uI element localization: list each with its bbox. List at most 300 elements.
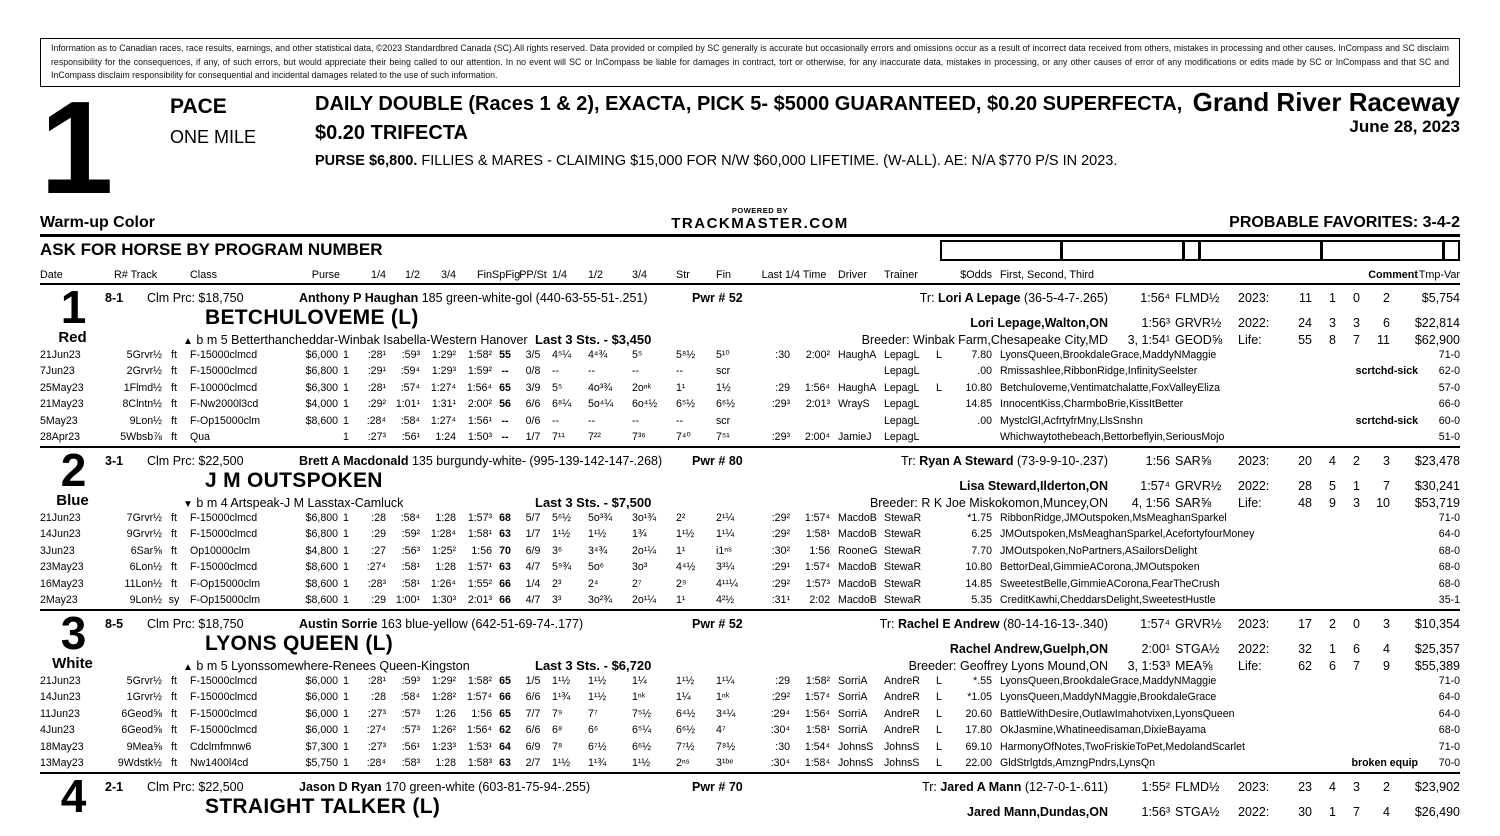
col-finish: Fin (716, 268, 731, 281)
stat-time: 1:56³ (1141, 804, 1170, 819)
stat-n1: 11 (1299, 290, 1312, 305)
pp-drv: HaughA (838, 381, 877, 394)
pp-purse: $8,600 (305, 577, 338, 590)
pp-trn: AndreR (884, 691, 920, 704)
pp-fst: HarmonyOfNotes,TwoFriskieToPet,MedolandScarlet (1000, 740, 1245, 753)
pp-c1: 7⁸ (552, 740, 563, 753)
col-purse: Purse (311, 268, 340, 281)
pp-cfin: 3¹ᵇᵉ (716, 757, 734, 770)
pp-c3: 6⁶½ (632, 740, 652, 753)
pp-cstr: 6⁴½ (676, 707, 696, 720)
horse-entry (40, 769, 1460, 836)
driver-stats: 163 blue-yellow (642-51-69-74-.177) (377, 616, 584, 631)
pp-q1: :28⁴ (366, 757, 386, 770)
breeder-name: Breeder: Winbak Farm,Chesapeake City,MD (861, 332, 1108, 347)
pp-drv: JohnsS (838, 740, 874, 753)
pp-race: 5Wbsb⅞ (120, 431, 162, 444)
driver-info (299, 454, 692, 468)
pp-tmpvar: 66-0 (1438, 398, 1460, 411)
pp-ppst: 3/5 (525, 348, 541, 361)
pp-ltime: 1:56⁴ (804, 381, 830, 394)
owner-name: Lisa Steward,Ilderton,ON (959, 478, 1108, 493)
trainer-stats: (80-14-16-13-.340) (999, 616, 1108, 631)
pp-tmpvar: 62-0 (1438, 365, 1460, 378)
owner-name: Lori Lepage,Walton,ON (970, 315, 1108, 330)
probable-favorites: PROBABLE FAVORITES: 3-4-2 (1229, 213, 1460, 231)
stat-n2: 1 (1329, 641, 1336, 656)
stat-year: 2022: (1238, 315, 1270, 330)
disclaimer-text: Information as to Canadian races, race results, earnings, and other statistical data, ©2023 Standardbred Canada (SC).All rights reserved. Data provided or compiled by SC generally is accurate but occasionally errors and omissions occur as a result of incorrect data received from others, mistakes in processing and other causes. InCompass and SC disclaim responsibility for the consequences, if any, of such errors, but would appreciate their being called to our attention. In no event will SC or InCompass be liable for damages in contract, tort or otherwise, for any inaccurate data, mistakes in processing, or any other causes of error of any modifications or edits made by SC or InCompass and that SC and InCompass disclaim responsibility for consequential and incidental damages related to the use of such information. (40, 38, 1460, 87)
pp-dist: 1 (343, 431, 349, 444)
past-performance-lines (40, 347, 1460, 446)
pp-q3: 1:31¹ (431, 398, 456, 411)
pp-cstr: 1¼ (676, 691, 691, 704)
pp-med: L (936, 691, 942, 704)
pp-med (932, 510, 948, 527)
pp-dist: 1 (343, 528, 349, 541)
pp-c1: 2³ (552, 577, 562, 590)
pp-fst: OkJasmine,Whatineedisaman,DixieBayama (1000, 724, 1207, 737)
warmup-color-label: Warm-up Color (40, 213, 155, 231)
pp-tmpvar: 70-0 (1438, 757, 1460, 770)
pp-drv: MacdoB (838, 528, 877, 541)
pp-cfin: scr (716, 414, 731, 427)
pp-fst: LyonsQueen,BrookdaleGrace,MaddyNMaggie (1000, 674, 1217, 687)
pp-line (40, 592, 1460, 609)
pp-klass: F-Nw2000l3cd (190, 398, 259, 411)
pp-odds: .00 (977, 365, 992, 378)
stat-n2: 3 (1329, 315, 1336, 330)
pp-ppst: 7/7 (525, 707, 541, 720)
pp-lq: :29⁴ (770, 707, 790, 720)
pp-comment (1318, 673, 1418, 690)
stats-row-2023 (1108, 447, 1460, 468)
pp-ppst: 3/9 (525, 381, 541, 394)
stat-n2: 1 (1329, 290, 1336, 305)
pp-cfin: 4¹¹¼ (716, 577, 738, 590)
pp-cstr: 2⁹ (676, 577, 687, 590)
pp-fint: 1:57¹ (467, 561, 492, 574)
pp-odds: *1.75 (967, 511, 992, 524)
pp-med: L (936, 724, 942, 737)
pp-lq: :29³ (771, 431, 790, 444)
pp-q3: 1:28 (435, 561, 456, 574)
pp-lq: :29² (771, 511, 790, 524)
past-performance-lines (40, 510, 1460, 609)
past-performance-lines (40, 673, 1460, 772)
pp-q3: 1:26 (435, 707, 456, 720)
trainer-stats: (12-7-0-1-.611) (1021, 779, 1108, 794)
pp-med: L (936, 674, 942, 687)
pp-comment: scrtchd-sick (1355, 365, 1418, 378)
pp-line (40, 689, 1460, 706)
pp-fint: 1:58² (467, 348, 492, 361)
stats-row-life (1108, 652, 1460, 673)
stat-time: 3, 1:53³ (1127, 658, 1170, 673)
pp-purse: $6,300 (305, 381, 338, 394)
pp-q2: :57⁴ (400, 381, 420, 394)
pp-date: 18May23 (40, 740, 84, 753)
stat-time: 1:56³ (1141, 315, 1170, 330)
pp-c1: 3³ (552, 594, 562, 607)
stat-time: 1:56 (1145, 453, 1170, 468)
pp-q2: :56¹ (401, 740, 420, 753)
pp-c2: -- (588, 365, 596, 378)
pp-fst: JMOutspoken,NoPartners,ASailorsDelight (1000, 544, 1198, 557)
pp-spfig: 66 (499, 577, 511, 590)
pp-q3: 1:25² (431, 544, 456, 557)
trainer-name: Rachel E Andrew (897, 616, 1000, 631)
pp-c1: 5⁵ (552, 381, 563, 394)
pp-drv: HaughA (838, 348, 877, 361)
pp-odds: 5.35 (971, 594, 992, 607)
pp-ppst: 6/9 (525, 740, 541, 753)
pp-tmpvar: 57-0 (1438, 381, 1460, 394)
pp-q1: :28³ (367, 577, 386, 590)
pp-c3: -- (632, 365, 640, 378)
col-spfig: SpFig (492, 268, 521, 281)
stat-year: 2023: (1238, 453, 1270, 468)
pp-c3: -- (632, 414, 640, 427)
owner-name: Jared Mann,Dundas,ON (967, 804, 1108, 819)
pp-odds: *1.05 (967, 691, 992, 704)
last-3-starts-earnings: Last 3 Sts. - $7,500 (535, 494, 652, 510)
col-fin-time: Fin (477, 268, 492, 281)
pp-cfin: 1¹¼ (716, 674, 735, 687)
stat-track: GRVR½ (1175, 315, 1222, 330)
pp-spfig: 70 (499, 544, 511, 557)
pp-comment (1318, 526, 1418, 543)
pp-dist: 1 (343, 740, 349, 753)
pp-ltime: 1:58¹ (805, 528, 830, 541)
pp-purse: $8,600 (305, 414, 338, 427)
pp-q2: 1:00¹ (395, 594, 420, 607)
pp-cfin: 4²½ (716, 594, 735, 607)
stat-year: 2023: (1238, 779, 1270, 794)
pp-dist: 1 (343, 724, 349, 737)
pp-trn: AndreR (884, 674, 920, 687)
pp-c3: 5⁵ (632, 348, 643, 361)
pp-cond: ft (171, 365, 177, 378)
pp-purse: $6,000 (305, 724, 338, 737)
pp-cstr: 1¹ (676, 381, 686, 394)
pp-q2: :57³ (401, 724, 420, 737)
pp-line (40, 363, 1460, 380)
pp-q1: :28¹ (367, 674, 386, 687)
pp-cfin: 7⁸½ (716, 740, 736, 753)
pp-c2: 2⁴ (588, 577, 599, 590)
stat-track: FLMD½ (1175, 290, 1220, 305)
pp-dist: 1 (343, 757, 349, 770)
pp-med: L (936, 707, 942, 720)
pp-race: 9Grvr½ (126, 528, 162, 541)
pp-c2: 7⁷ (588, 707, 598, 720)
pp-drv: SorriA (838, 707, 868, 720)
owner-name: Rachel Andrew,Guelph,ON (949, 641, 1108, 656)
trainer-name: Lori A Lepage (938, 290, 1021, 305)
pp-fint: 1:59² (467, 365, 492, 378)
pp-drv: MacdoB (838, 594, 877, 607)
ask-for-horse-label: ASK FOR HORSE BY PROGRAM NUMBER (40, 240, 383, 260)
pp-comment (1318, 739, 1418, 756)
stat-n3: 3 (1353, 779, 1360, 794)
pp-spfig: 65 (499, 707, 511, 720)
trainer-name: Jared A Mann (940, 779, 1022, 794)
trainer-stats: (73-9-9-10-.237) (1013, 453, 1108, 468)
stat-earn: $5,754 (1421, 290, 1460, 305)
pp-drv: MacdoB (838, 561, 877, 574)
morning-line-odds: 3-1 (105, 453, 124, 468)
pp-cfin: 4⁷ (716, 724, 726, 737)
pp-race: 6Sar⅝ (130, 544, 162, 557)
entry-box (1200, 240, 1322, 261)
pp-lq (758, 363, 790, 380)
trackmaster-logo: TRACKMASTER.COM (671, 214, 849, 232)
stats-row-2023 (1108, 284, 1460, 305)
pp-c2: 4⁴¾ (588, 348, 608, 361)
pp-tmpvar: 68-0 (1438, 561, 1460, 574)
stat-time: 1:57⁴ (1140, 616, 1170, 631)
last-3-starts-earnings: Last 3 Sts. - $3,450 (535, 331, 652, 347)
horse-name: J M OUTSPOKEN (205, 468, 383, 492)
pp-klass: F-15000clmcd (190, 365, 258, 378)
pp-c3: 1¼ (632, 674, 647, 687)
stat-n4: 4 (1383, 804, 1390, 819)
trainer-info (778, 617, 1108, 631)
pp-cstr: 6⁵½ (676, 398, 696, 411)
pp-c3: 7³⁶ (632, 431, 646, 444)
pp-drv: JamieJ (838, 431, 872, 444)
pp-klass: Cdclmfmnw6 (190, 740, 252, 753)
pp-ltime: 1:58⁴ (804, 757, 830, 770)
pp-cstr: 1¹ (676, 594, 686, 607)
program-number: 4 (60, 769, 85, 822)
pp-tmpvar: 64-0 (1438, 707, 1460, 720)
pp-q1: :28⁴ (366, 414, 386, 427)
pp-drv: JohnsS (838, 757, 874, 770)
pp-q3: 1:29² (431, 348, 456, 361)
pp-fint: 1:55² (467, 577, 492, 590)
pp-comment (1318, 722, 1418, 739)
stat-earn: $25,357 (1414, 641, 1460, 656)
pp-lq: :29³ (771, 398, 790, 411)
pp-line (40, 380, 1460, 397)
pp-c1: 1¹½ (552, 757, 571, 770)
pp-q3: 1:30³ (431, 594, 456, 607)
pp-line (40, 739, 1460, 756)
pp-klass: F-Op15000clm (190, 594, 261, 607)
pp-trn: LepagL (884, 414, 920, 427)
trainer-label: Tr: (919, 290, 939, 305)
powered-by-label: POWERED BY (731, 205, 789, 215)
stat-earn: $22,814 (1414, 315, 1460, 330)
pp-comment (1318, 592, 1418, 609)
pp-cond: ft (171, 691, 177, 704)
pp-klass: F-10000clmcd (190, 381, 258, 394)
pp-trn: LepagL (884, 381, 920, 394)
pp-dist: 1 (343, 594, 349, 607)
pp-spfig: 66 (499, 594, 511, 607)
entry-box (1062, 240, 1184, 261)
col-class: Class (190, 268, 217, 281)
pp-fst: Rmissashlee,RibbonRidge,InfinitySeelster (1000, 365, 1198, 378)
pp-c2: -- (588, 414, 596, 427)
pp-cstr: 2ⁿˢ (676, 757, 690, 770)
pp-klass: F-15000clmcd (190, 528, 258, 541)
pp-q1: :29 (371, 528, 386, 541)
pp-date: 21Jun23 (40, 674, 81, 687)
pp-purse: $8,600 (305, 594, 338, 607)
stat-time: 1:56⁴ (1140, 290, 1170, 305)
col-driver: Driver (838, 268, 867, 281)
pp-trn: LepagL (884, 348, 920, 361)
stat-time: 1:55² (1141, 779, 1170, 794)
stat-n2: 9 (1329, 495, 1336, 510)
pp-lq: :29² (771, 528, 790, 541)
pp-cstr: 4⁴½ (676, 561, 696, 574)
pp-klass: F-15000clmcd (190, 674, 258, 687)
pp-drv: WrayS (838, 398, 870, 411)
pp-tmpvar: 68-0 (1438, 577, 1460, 590)
pp-date: 25May23 (40, 381, 84, 394)
purse-amount: PURSE $6,800. (315, 152, 418, 169)
pp-date: 16May23 (40, 577, 84, 590)
breeder-name: Breeder: R K Joe Miskokomon,Muncey,ON (869, 495, 1108, 510)
pp-tmpvar: 35-1 (1438, 594, 1460, 607)
pp-cstr: 7⁴⁰ (676, 431, 691, 444)
saddle-color: Red (58, 329, 87, 347)
pp-date: 21Jun23 (40, 348, 81, 361)
pp-klass: F-15000clmcd (190, 348, 258, 361)
pp-cfin: 6⁶½ (716, 398, 736, 411)
pp-dist: 1 (343, 561, 349, 574)
pp-q3: 1:29³ (431, 365, 456, 378)
pp-q1: :28 (371, 691, 386, 704)
pp-tmpvar: 68-0 (1438, 724, 1460, 737)
pp-purse: $6,800 (305, 365, 338, 378)
stat-track: GRVR½ (1175, 616, 1222, 631)
pp-c2: 4o³¾ (588, 381, 613, 394)
trend-arrow-icon: ▼ (183, 498, 193, 510)
pp-date: 3Jun23 (40, 544, 75, 557)
driver-stats: 170 green-white (603-81-75-94-.255) (381, 779, 591, 794)
pp-race: 11Lon½ (124, 577, 162, 590)
pp-line (40, 526, 1460, 543)
pp-fst: Whichwaytothebeach,Bettorbeflyin,SeriousMojo (1000, 431, 1225, 444)
stat-n1: 23 (1298, 779, 1312, 794)
pp-line (40, 429, 1460, 446)
pp-ppst: 4/7 (525, 561, 541, 574)
pp-med: L (936, 348, 942, 361)
pp-ltime: 1:58² (805, 674, 830, 687)
stat-n3: 6 (1353, 641, 1360, 656)
trackmaster-brand (610, 206, 910, 232)
stat-n1: 62 (1298, 658, 1312, 673)
pp-race: 2Grvr½ (126, 365, 162, 378)
pp-q3: 1:29² (431, 674, 456, 687)
pp-purse: $6,800 (305, 511, 338, 524)
pp-tmpvar: 60-0 (1438, 414, 1460, 427)
pp-klass: Qua (190, 431, 211, 444)
entry-box (940, 240, 1062, 261)
pp-spfig: -- (501, 431, 509, 444)
power-rating: Pwr # 70 (692, 779, 743, 794)
driver-name: Brett A Macdonald (299, 453, 409, 468)
stat-year: Life: (1238, 495, 1262, 510)
pp-date: 21May23 (40, 398, 84, 411)
pp-q3: 1:23³ (431, 740, 456, 753)
pp-c3: 1¾ (632, 528, 647, 541)
pp-q2: 1:01¹ (395, 398, 420, 411)
pp-klass: F-15000clmcd (190, 511, 258, 524)
pp-cfin: 2¹¼ (716, 511, 735, 524)
pp-ppst: 6/9 (525, 544, 541, 557)
pp-odds: *.55 (973, 674, 992, 687)
pp-cfin: 1½ (716, 381, 731, 394)
pp-c1: 5⁹¾ (552, 561, 572, 574)
stat-n2: 5 (1329, 478, 1336, 493)
wagers-line-2: $0.20 TRIFECTA (315, 121, 468, 144)
entry-box (1184, 240, 1200, 261)
pp-line (40, 396, 1460, 413)
stat-n1: 24 (1298, 315, 1312, 330)
col-odds: $Odds (960, 268, 992, 281)
pp-cond: ft (171, 544, 177, 557)
stat-earn: $23,478 (1414, 453, 1460, 468)
pp-q3: 1:28 (435, 511, 456, 524)
pp-c1: 7¹¹ (552, 431, 565, 444)
pp-lq: :30² (771, 544, 790, 557)
pp-dist: 1 (343, 398, 349, 411)
pp-fst: SweetestBelle,GimmieACorona,FearTheCrush (1000, 577, 1220, 590)
pp-c2: 1¹½ (588, 674, 607, 687)
pp-med (932, 363, 948, 380)
pp-fint: 1:58² (467, 674, 492, 687)
pp-c2: 7²² (588, 431, 601, 444)
pp-race: 9Wdstk½ (117, 757, 162, 770)
pp-ppst: 6/6 (525, 691, 541, 704)
pp-lq: :31¹ (771, 594, 790, 607)
pp-q2: :59³ (401, 674, 420, 687)
pp-q2: :58⁴ (400, 414, 420, 427)
entry-box (1444, 240, 1460, 261)
pp-ppst: 5/7 (525, 511, 541, 524)
horse-name: LYONS QUEEN (L) (205, 631, 394, 655)
driver-name: Austin Sorrie (299, 616, 378, 631)
pp-cfin: 3⁴¼ (716, 707, 736, 720)
stat-n4: 3 (1383, 616, 1390, 631)
pp-race: 6Geod⅝ (121, 707, 162, 720)
col-rtrack: R# Track (114, 268, 158, 281)
pp-ltime (790, 413, 830, 430)
pp-line (40, 543, 1460, 560)
pp-lq: :29² (771, 577, 790, 590)
stat-n4: 11 (1377, 332, 1390, 347)
track-name: Grand River Raceway (1192, 86, 1460, 117)
stat-track: STGA½ (1175, 804, 1220, 819)
pp-q2: :59³ (401, 348, 420, 361)
pp-odds: 7.80 (971, 348, 992, 361)
pp-purse: $6,000 (305, 691, 338, 704)
program-page (0, 38, 1500, 823)
pp-c3: 6o⁴½ (632, 398, 658, 411)
pp-q2: :56¹ (401, 431, 420, 444)
pp-fint: 1:56¹ (467, 414, 492, 427)
pp-ppst: 2/7 (525, 757, 541, 770)
stat-track: SAR⅝ (1175, 495, 1212, 510)
pp-c3: 2o¹¼ (632, 594, 657, 607)
pp-klass: Nw1400l4cd (190, 757, 249, 770)
